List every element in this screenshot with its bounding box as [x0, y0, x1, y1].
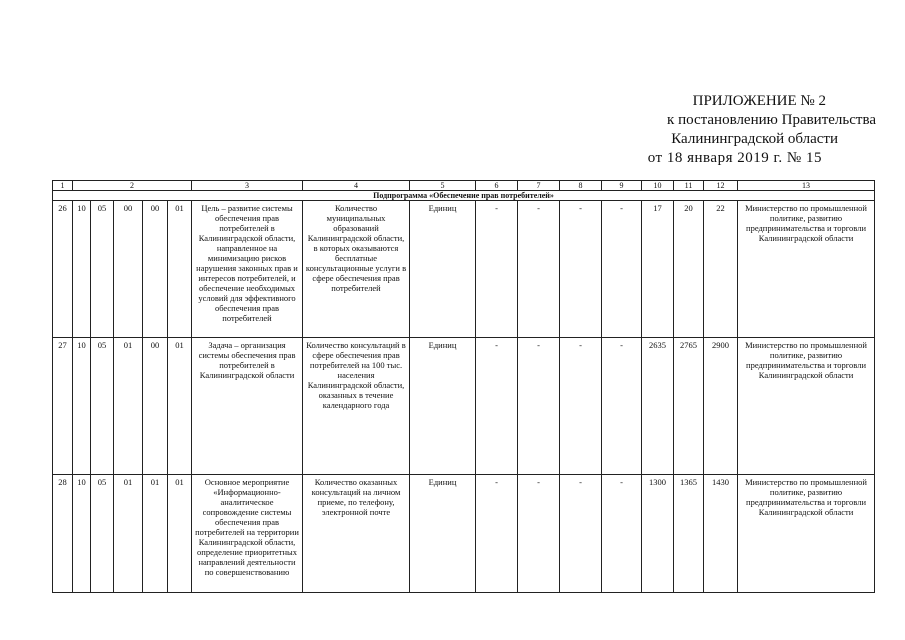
code-cell: 00: [143, 201, 168, 338]
col-number: 12: [704, 181, 738, 191]
table-row: [53, 201, 875, 338]
value-cell: -: [560, 338, 602, 475]
value-cell: -: [560, 475, 602, 593]
code-cell: 05: [91, 338, 114, 475]
code-cell: 00: [143, 338, 168, 475]
indicator-text: Количество муниципальных образований Калининградской области, в которых оказываются бесплатные консультационные услуги в сфере обеспечения прав потребителей: [303, 201, 410, 338]
value-cell: 1300: [642, 475, 674, 593]
responsible-text: Министерство по промышленной политике, развитию предпринимательства и торговли Калининградской области: [738, 201, 875, 338]
value-cell: 17: [642, 201, 674, 338]
responsible-text: Министерство по промышленной политике, развитию предпринимательства и торговли Калининградской области: [738, 338, 875, 475]
appendix-title: ПРИЛОЖЕНИЕ № 2: [692, 93, 826, 109]
value-cell: -: [518, 201, 560, 338]
row-number: 27: [53, 338, 73, 475]
col-number: 8: [560, 181, 602, 191]
code-cell: 01: [114, 475, 143, 593]
code-cell: 05: [91, 201, 114, 338]
value-cell: 2900: [704, 338, 738, 475]
indicator-text: Количество оказанных консультаций на личном приеме, по телефону, электронной почте: [303, 475, 410, 593]
indicator-text: Количество консультаций в сфере обеспечения прав потребителей на 100 тыс. населения Калининградской области, оказанных в течение календарного года: [303, 338, 410, 475]
column-number-row: [53, 181, 875, 191]
unit-cell: Единиц: [410, 201, 476, 338]
goal-text: Задача – организация системы обеспечения прав потребителей в Калининградской области: [192, 338, 303, 475]
code-cell: 01: [114, 338, 143, 475]
value-cell: -: [476, 201, 518, 338]
col-number: 13: [738, 181, 875, 191]
code-cell: 10: [73, 475, 91, 593]
col-number: 9: [602, 181, 642, 191]
goal-text: Цель – развитие системы обеспечения прав потребителей в Калининградской области, направленное на минимизацию рисков нарушения законных прав и интересов потребителей, и обеспечение необходимых условий для эффективного обеспечения прав потребителей: [192, 201, 303, 338]
row-number: 26: [53, 201, 73, 338]
code-cell: 01: [168, 201, 192, 338]
col-number: 2: [73, 181, 192, 191]
col-number: 6: [476, 181, 518, 191]
col-number: 10: [642, 181, 674, 191]
value-cell: 1365: [674, 475, 704, 593]
code-cell: 01: [143, 475, 168, 593]
resolution-date-number: от 18 января 2019 г. № 15: [647, 150, 822, 166]
value-cell: -: [518, 338, 560, 475]
col-number: 7: [518, 181, 560, 191]
col-number: 4: [303, 181, 410, 191]
unit-cell: Единиц: [410, 475, 476, 593]
value-cell: -: [602, 475, 642, 593]
subprogram-row: [53, 191, 875, 201]
table-row: [53, 338, 875, 475]
col-number: 1: [53, 181, 73, 191]
value-cell: -: [476, 338, 518, 475]
code-cell: 05: [91, 475, 114, 593]
value-cell: -: [560, 201, 602, 338]
table-row: [53, 475, 875, 593]
value-cell: 1430: [704, 475, 738, 593]
code-cell: 01: [168, 338, 192, 475]
value-cell: 20: [674, 201, 704, 338]
unit-cell: Единиц: [410, 338, 476, 475]
value-cell: 2765: [674, 338, 704, 475]
subprogram-title: Подпрограмма «Обеспечение прав потребителей»: [53, 191, 875, 201]
value-cell: -: [476, 475, 518, 593]
col-number: 11: [674, 181, 704, 191]
resolution-reference: к постановлению Правительства: [667, 112, 876, 128]
code-cell: 01: [168, 475, 192, 593]
col-number: 3: [192, 181, 303, 191]
region-name: Калининградской области: [671, 131, 838, 147]
goal-text: Основное мероприятие «Информационно-аналитическое сопровождение системы обеспечения прав потребителей на территории Калининградской области, определение приоритетных направлений деятельности по совершенствованию: [192, 475, 303, 593]
value-cell: -: [602, 338, 642, 475]
row-number: 28: [53, 475, 73, 593]
code-cell: 00: [114, 201, 143, 338]
indicators-table: [52, 180, 875, 593]
value-cell: 22: [704, 201, 738, 338]
value-cell: 2635: [642, 338, 674, 475]
value-cell: -: [518, 475, 560, 593]
col-number: 5: [410, 181, 476, 191]
code-cell: 10: [73, 201, 91, 338]
value-cell: -: [602, 201, 642, 338]
document-header: [560, 92, 890, 168]
code-cell: 10: [73, 338, 91, 475]
responsible-text: Министерство по промышленной политике, развитию предпринимательства и торговли Калининградской области: [738, 475, 875, 593]
